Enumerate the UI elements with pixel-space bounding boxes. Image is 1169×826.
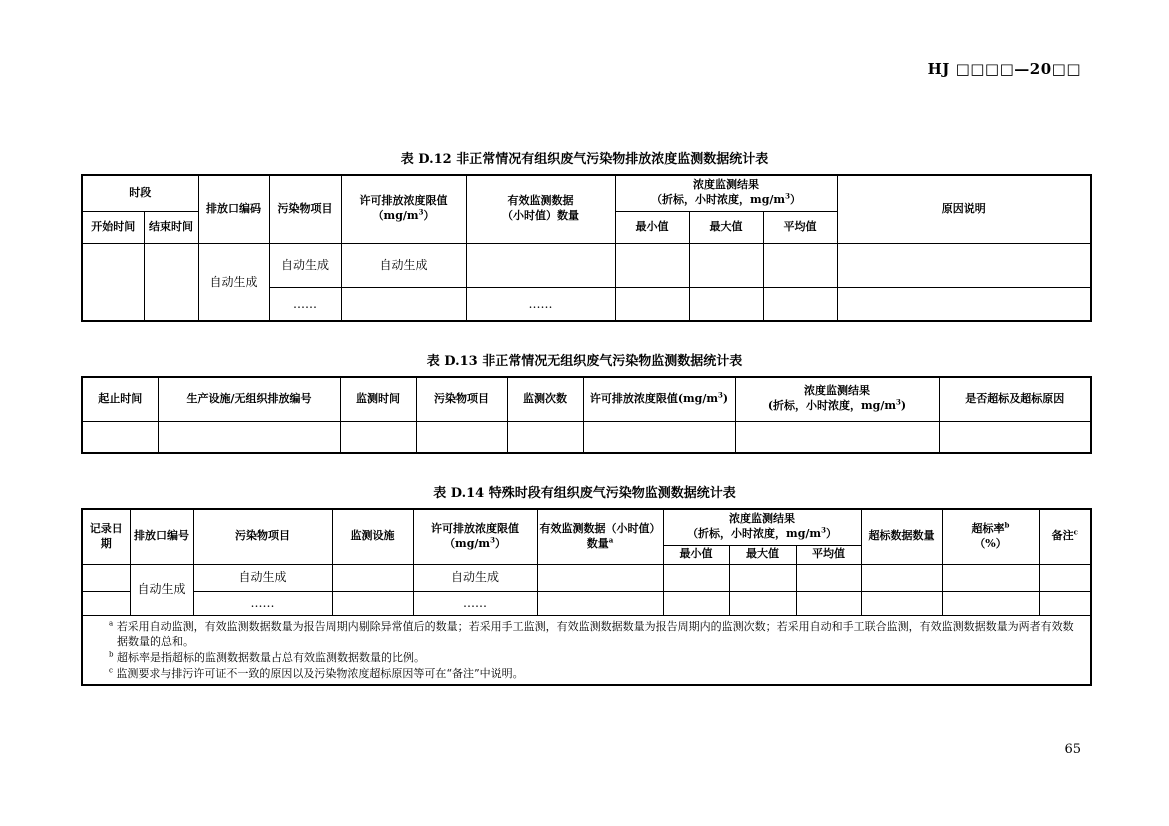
footnote-a: $^a$ 若采用自动监测，有效监测数据数量为报告周期内剔除异常值后的数量；若采用手工监测，有效监测数据数量为报告周期内的监测次数；若采用自动和手工联合监测，有效监测数据数量为两者有效数据数量的总和。 [109,618,1074,649]
cell-valid-count[interactable] [466,243,615,287]
cell-valid-ellipsis: …… [466,287,615,321]
cell-outlet-auto: 自动生成 [198,243,269,321]
header-pollutant: 污染物项目 [269,175,341,243]
header-exceed-reason: 是否超标及超标原因 [939,377,1091,421]
page-number: 65 [1064,742,1081,757]
table-d13-caption: 表 D.13 非正常情况无组织废气污染物监测数据统计表 [426,354,743,369]
table-row [82,421,1091,453]
cell-limit[interactable] [583,421,735,453]
cell-exceed[interactable] [939,421,1091,453]
header-concentration-result: 浓度监测结果 （折标，小时浓度，$mg/m^3$） [615,175,837,211]
cell-facility[interactable] [332,564,413,591]
header-monitor-count: 监测次数 [507,377,583,421]
cell-start-time[interactable] [82,243,144,321]
header-concentration-result: 浓度监测结果 (折标，小时浓度，$mg/m^3$) [735,377,939,421]
header-min: 最小值 [663,545,729,564]
cell-min[interactable] [663,564,729,591]
header-max: 最大值 [689,211,763,243]
cell-exceed-count[interactable] [861,591,942,615]
header-exceed-rate: 超标率$^b$ （%） [942,509,1039,564]
table-d12 [81,174,1092,322]
header-monitor-time: 监测时间 [340,377,416,421]
cell-pollutant[interactable] [416,421,507,453]
cell-avg[interactable] [763,243,837,287]
cell-facility[interactable] [158,421,340,453]
header-valid-data-count: 有效监测数据 （小时值）数量 [466,175,615,243]
cell-valid-count[interactable] [537,591,663,615]
cell-outlet-auto: 自动生成 [130,564,193,615]
table-row [82,243,1091,287]
table-d13 [81,376,1092,454]
header-exceed-count: 超标数据数量 [861,509,942,564]
document-code-header: HJ □□□□—20□□ [927,60,1081,78]
cell-min[interactable] [615,243,689,287]
cell-avg[interactable] [796,564,861,591]
header-period: 时段 [82,175,198,211]
table-d14 [81,508,1092,686]
cell-facility[interactable] [332,591,413,615]
header-reason: 原因说明 [837,175,1091,243]
header-valid-data-count: 有效监测数据（小时值）数量$^a$ [537,509,663,564]
cell-count[interactable] [507,421,583,453]
cell-avg[interactable] [796,591,861,615]
header-facility-number: 生产设施/无组织排放编号 [158,377,340,421]
header-concentration-result: 浓度监测结果 （折标，小时浓度，$mg/m^3$） [663,509,861,545]
cell-valid-count[interactable] [537,564,663,591]
cell-reason[interactable] [837,243,1091,287]
cell-reason[interactable] [837,287,1091,321]
header-pollutant: 污染物项目 [193,509,332,564]
cell-limit-ellipsis: …… [413,591,537,615]
footnotes [82,615,1091,685]
cell-pollutant-ellipsis: …… [193,591,332,615]
cell-monitor-time[interactable] [340,421,416,453]
cell-max[interactable] [689,287,763,321]
footnote-c: $^c$ 监测要求与排污许可证不一致的原因以及污染物浓度超标原因等可在“备注”中说明。 [109,666,524,681]
header-outlet-number: 排放口编号 [130,509,193,564]
cell-exceed-rate[interactable] [942,591,1039,615]
cell-result[interactable] [735,421,939,453]
header-note: 备注$^c$ [1039,509,1091,564]
cell-note[interactable] [1039,591,1091,615]
header-permit-limit: 许可排放浓度限值 $(mg/m^3)$ [413,509,537,564]
table-row [82,591,1091,615]
cell-min[interactable] [615,287,689,321]
cell-min[interactable] [663,591,729,615]
cell-max[interactable] [729,564,796,591]
header-avg: 平均值 [796,545,861,564]
header-record-date: 记录日期 [82,509,130,564]
cell-pollutant-auto: 自动生成 [193,564,332,591]
header-start-end-time: 起止时间 [82,377,158,421]
cell-note[interactable] [1039,564,1091,591]
cell-time[interactable] [82,421,158,453]
header-monitor-facility: 监测设施 [332,509,413,564]
cell-limit-auto: 自动生成 [413,564,537,591]
cell-max[interactable] [689,243,763,287]
header-permit-limit: 许可排放浓度限值 $(mg/m^3)$ [341,175,466,243]
cell-date[interactable] [82,564,130,591]
cell-end-time[interactable] [144,243,198,321]
cell-limit-auto: 自动生成 [341,243,466,287]
footnote-b: $^b$ 超标率是指超标的监测数据数量占总有效监测数据数量的比例。 [109,650,425,665]
header-start-time: 开始时间 [82,211,144,243]
table-d12-caption: 表 D.12 非正常情况有组织废气污染物排放浓度监测数据统计表 [400,152,769,167]
header-end-time: 结束时间 [144,211,198,243]
header-avg: 平均值 [763,211,837,243]
header-outlet-code: 排放口编码 [198,175,269,243]
cell-pollutant-auto: 自动生成 [269,243,341,287]
cell-limit[interactable] [341,287,466,321]
cell-date[interactable] [82,591,130,615]
cell-avg[interactable] [763,287,837,321]
header-pollutant: 污染物项目 [416,377,507,421]
cell-exceed-count[interactable] [861,564,942,591]
cell-exceed-rate[interactable] [942,564,1039,591]
header-min: 最小值 [615,211,689,243]
table-row [82,564,1091,591]
footnotes-row [82,615,1091,685]
header-max: 最大值 [729,545,796,564]
header-permit-limit: 许可排放浓度限值$(mg/m^3)$ [583,377,735,421]
cell-max[interactable] [729,591,796,615]
cell-pollutant-ellipsis: …… [269,287,341,321]
table-d14-caption: 表 D.14 特殊时段有组织废气污染物监测数据统计表 [433,486,736,501]
